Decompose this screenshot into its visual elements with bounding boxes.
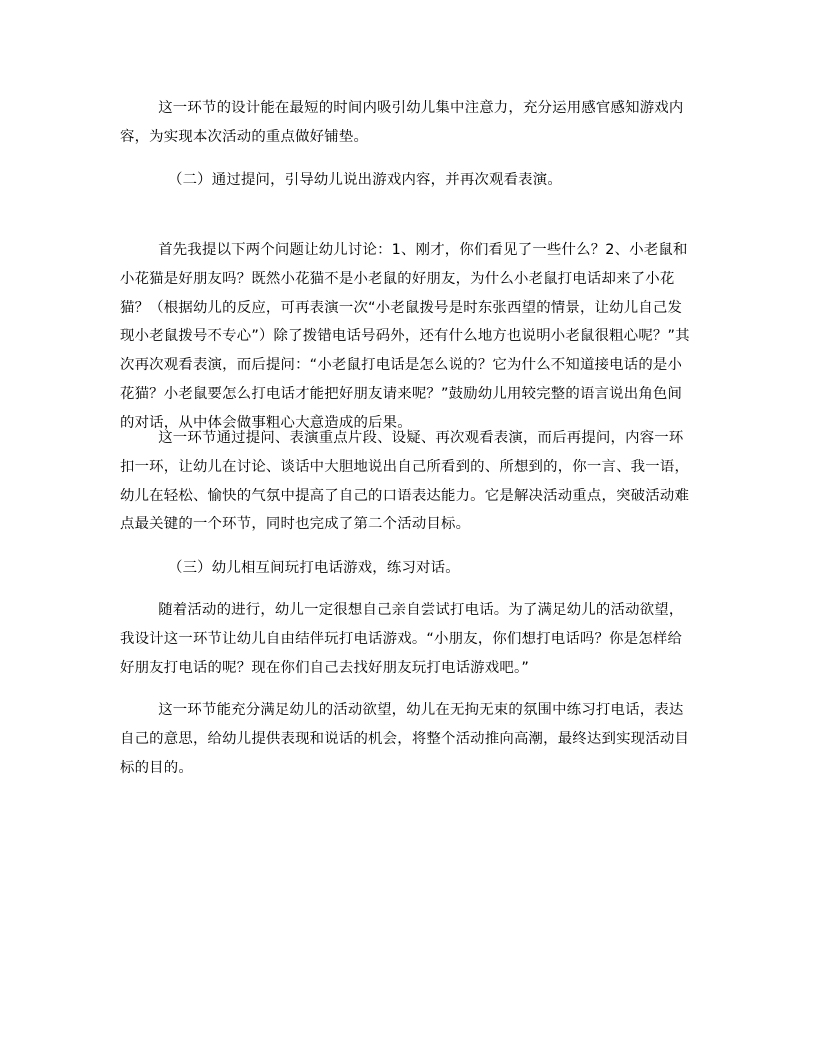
section-heading-three: （三）幼儿相互间玩打电话游戏，练习对话。 [168,560,460,576]
section-heading-two: （二）通过提问，引导幼儿说出游戏内容，并再次观看表演。 [168,172,562,188]
paragraph-intro-summary: 这一环节的设计能在最短的时间内吸引幼儿集中注意力，充分运用感官感知游戏内容，为实现本次活动的重点做好铺垫。 [120,100,684,145]
paragraph-final-summary: 这一环节能充分满足幼儿的活动欲望，幼儿在无拘无束的氛围中练习打电话，表达自己的意思，给幼儿提供表现和说话的机会，将整个活动推向高潮，最终达到实现活动目标的目的。 [120,702,690,776]
paragraph-discussion-questions: 首先我提以下两个问题让幼儿讨论：1、刚才，你们看见了一些什么？2、小老鼠和小花猫是好朋友吗？既然小花猫不是小老鼠的好朋友，为什么小老鼠打电话却来了小花猫？（根据幼儿的反应，可再表演一次“小老鼠拨号是时东张西望的情景，让幼儿自己发现小老鼠拨号不专心”）除了拨错电话号码外，还有什么地方也说明小老鼠很粗心呢？”其次再次观看表演，而后提问：“小老鼠打电话是怎么说的？它为什么不知道接电话的是小花猫？小老鼠要怎么打电话才能把好朋友请来呢？”鼓励幼儿用较完整的语言说出角色间的对话，从中体会做事粗心大意造成的后果。 [120,242,690,431]
paragraph-phone-game: 随着活动的进行，幼儿一定很想自己亲自尝试打电话。为了满足幼儿的活动欲望，我设计这一环节让幼儿自由结伴玩打电话游戏。“小朋友，你们想打电话吗？你是怎样给好朋友打电话的呢？现在你们自己去找好朋友玩打电话游戏吧。” [120,602,684,676]
paragraph-section-two-summary: 这一环节通过提问、表演重点片段、设疑、再次观看表演，而后再提问，内容一环扣一环，让幼儿在讨论、谈话中大胆地说出自己所看到的、所想到的，你一言、我一语，幼儿在轻松、愉快的气氛中提高了自己的口语表达能力。它是解决活动重点，突破活动难点最关键的一个环节，同时也完成了第二个活动目标。 [120,430,690,533]
